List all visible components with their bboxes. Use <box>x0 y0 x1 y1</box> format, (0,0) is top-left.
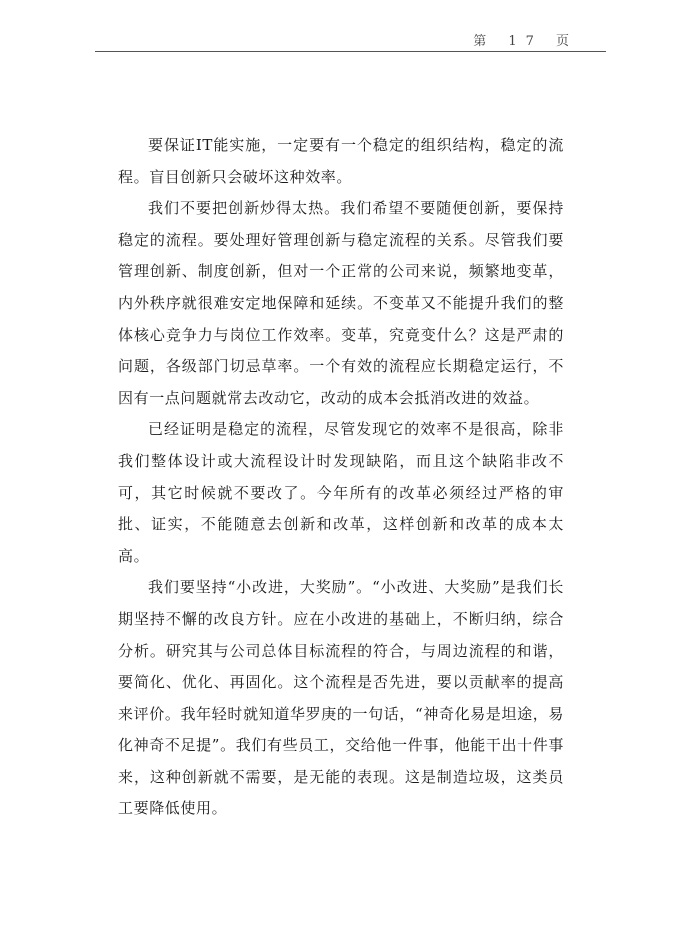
header-divider <box>95 51 606 52</box>
paragraph: 我们要坚持“小改进，大奖励”。“小改进、大奖励”是我们长期坚持不懈的改良方针。应在小改进的基础上，不断归纳，综合分析。研究其与公司总体目标流程的符合，与周边流程的和谐，要简化、优化、再固化。这个流程是否先进，要以贡献率的提高来评价。我年轻时就知道华罗庚的一句话，“神奇化易是坦途，易化神奇不足提”。我们有些员工，交给他一件事，他能干出十件事来，这种创新就不需要，是无能的表现。这是制造垃圾，这类员工要降低使用。 <box>118 578 564 818</box>
body-text <box>118 130 564 825</box>
page-number: 第 17 页 <box>473 34 578 49</box>
paragraph: 我们不要把创新炒得太热。我们希望不要随便创新，要保持稳定的流程。要处理好管理创新与稳定流程的关系。尽管我们要管理创新、制度创新，但对一个正常的公司来说，频繁地变革，内外秩序就很难安定地保障和延续。不变革又不能提升我们的整体核心竞争力与岗位工作效率。变革，究竟变什么？这是严肃的问题，各级部门切忌草率。一个有效的流程应长期稳定运行，不因有一点问题就常去改动它，改动的成本会抵消改进的效益。 <box>118 199 564 407</box>
paragraph: 已经证明是稳定的流程，尽管发现它的效率不是很高，除非我们整体设计或大流程设计时发现缺陷，而且这个缺陷非改不可，其它时候就不要改了。今年所有的改革必须经过严格的审批、证实，不能随意去创新和改革，这样创新和改革的成本太高。 <box>118 420 564 565</box>
page-header <box>0 0 606 52</box>
paragraph: 要保证IT能实施，一定要有一个稳定的组织结构，稳定的流程。盲目创新只会破坏这种效率。 <box>118 136 564 186</box>
